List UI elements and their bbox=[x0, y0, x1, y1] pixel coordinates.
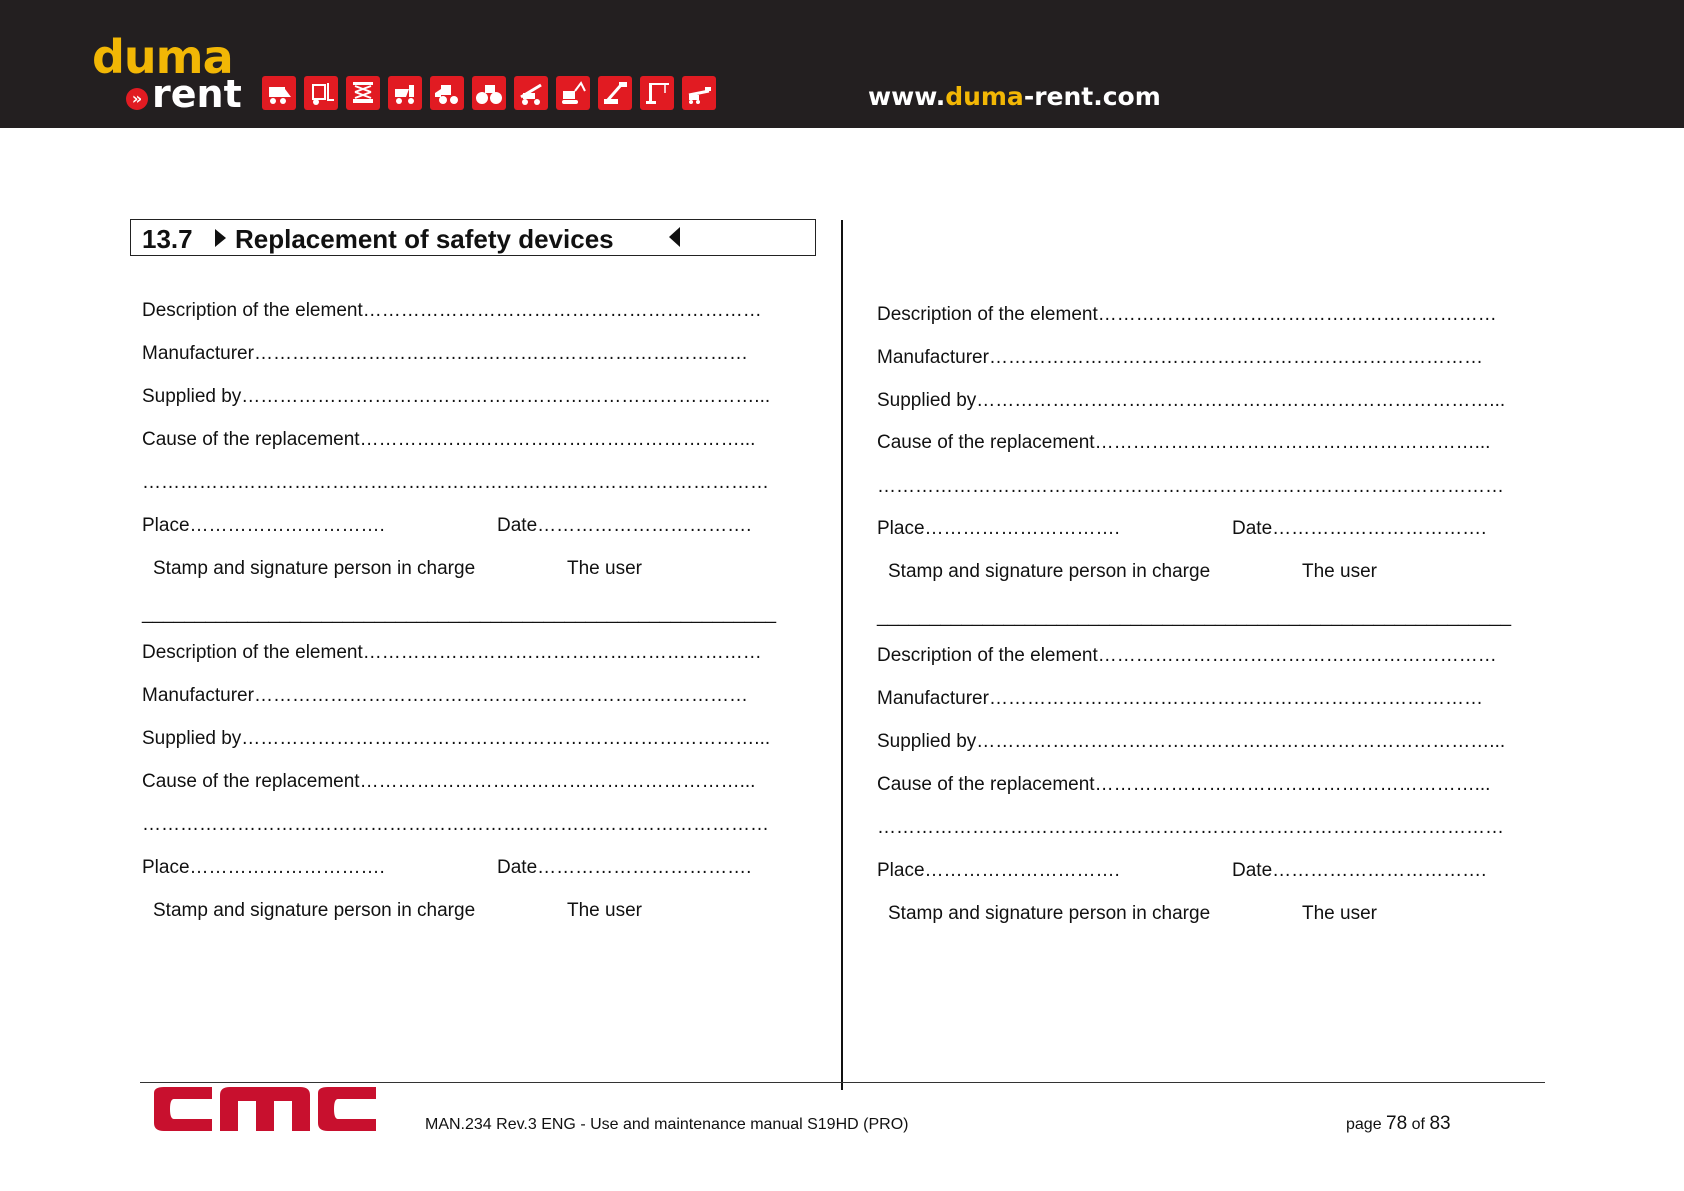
manufacturer-field: Manufacturer…………………………………………………………………… bbox=[142, 685, 748, 706]
cause-continued-field: ……………………………………………………………………………………… bbox=[142, 814, 769, 835]
loader-icon bbox=[430, 76, 464, 110]
supplied-by-field: Supplied by………………………………………………………………………... bbox=[142, 386, 771, 407]
description-field: Description of the element……………………………………………………… bbox=[142, 642, 762, 663]
cause-continued-field: ……………………………………………………………………………………… bbox=[877, 476, 1504, 497]
user-label: The user bbox=[1302, 561, 1377, 582]
mini-dumper-icon bbox=[388, 76, 422, 110]
excavator-icon bbox=[556, 76, 590, 110]
cause-continued-field: ……………………………………………………………………………………… bbox=[877, 817, 1504, 838]
place-field: Place…………………………. bbox=[877, 860, 1120, 881]
aerial-platform-icon bbox=[598, 76, 632, 110]
forklift-icon bbox=[304, 76, 338, 110]
rent-logo-text: rent bbox=[152, 72, 242, 116]
date-field: Date……………………………. bbox=[1232, 518, 1487, 539]
description-field: Description of the element……………………………………………………… bbox=[877, 645, 1497, 666]
stamp-signature-label: Stamp and signature person in charge bbox=[888, 561, 1211, 582]
boom-lift-icon bbox=[682, 76, 716, 110]
section-number: 13.7 bbox=[142, 224, 193, 254]
cmc-logo bbox=[150, 1085, 380, 1133]
place-field: Place…………………………. bbox=[142, 515, 385, 536]
supplied-by-field: Supplied by………………………………………………………………………... bbox=[877, 731, 1506, 752]
footer-divider bbox=[140, 1082, 1545, 1083]
section-title-box bbox=[130, 219, 816, 256]
scissor-lift-icon bbox=[346, 76, 380, 110]
cause-field: Cause of the replacement……………………………………………………... bbox=[877, 432, 1491, 453]
roller-icon bbox=[472, 76, 506, 110]
description-field: Description of the element……………………………………………………… bbox=[877, 304, 1497, 325]
place-field: Place…………………………. bbox=[877, 518, 1120, 539]
supplied-by-field: Supplied by………………………………………………………………………... bbox=[877, 390, 1506, 411]
cause-field: Cause of the replacement……………………………………………………... bbox=[877, 774, 1491, 795]
document-reference: MAN.234 Rev.3 ENG - Use and maintenance manual S19HD (PRO) bbox=[425, 1116, 909, 1133]
user-label: The user bbox=[567, 900, 642, 921]
header-bar bbox=[0, 0, 1684, 128]
section-title: Replacement of safety devices bbox=[235, 224, 614, 254]
logo-bullet-icon: » bbox=[126, 88, 148, 110]
manufacturer-field: Manufacturer…………………………………………………………………… bbox=[877, 688, 1483, 709]
supplied-by-field: Supplied by………………………………………………………………………... bbox=[142, 728, 771, 749]
machine-icons-strip bbox=[262, 76, 716, 110]
triangle-right-icon bbox=[215, 229, 226, 247]
stamp-signature-label: Stamp and signature person in charge bbox=[153, 900, 476, 921]
column-divider bbox=[841, 220, 843, 1090]
record-separator: ____________________________________________________________ bbox=[877, 606, 1512, 627]
website-url[interactable]: www.duma-rent.com bbox=[868, 82, 1161, 111]
duma-logo-text: duma bbox=[92, 30, 233, 84]
telehandler-icon bbox=[514, 76, 548, 110]
date-field: Date……………………………. bbox=[497, 515, 752, 536]
cause-field: Cause of the replacement……………………………………………………... bbox=[142, 771, 756, 792]
user-label: The user bbox=[1302, 903, 1377, 924]
place-field: Place…………………………. bbox=[142, 857, 385, 878]
page-number: page 78 of 83 bbox=[1346, 1113, 1451, 1134]
date-field: Date……………………………. bbox=[1232, 860, 1487, 881]
triangle-left-icon bbox=[669, 227, 680, 247]
user-label: The user bbox=[567, 558, 642, 579]
crane-icon bbox=[640, 76, 674, 110]
stamp-signature-label: Stamp and signature person in charge bbox=[153, 558, 476, 579]
cause-continued-field: ……………………………………………………………………………………… bbox=[142, 472, 769, 493]
description-field: Description of the element……………………………………………………… bbox=[142, 300, 762, 321]
manufacturer-field: Manufacturer…………………………………………………………………… bbox=[142, 343, 748, 364]
stamp-signature-label: Stamp and signature person in charge bbox=[888, 903, 1211, 924]
record-separator: ____________________________________________________________ bbox=[142, 603, 777, 624]
date-field: Date……………………………. bbox=[497, 857, 752, 878]
cause-field: Cause of the replacement……………………………………………………... bbox=[142, 429, 756, 450]
skid-steer-icon bbox=[262, 76, 296, 110]
manufacturer-field: Manufacturer…………………………………………………………………… bbox=[877, 347, 1483, 368]
